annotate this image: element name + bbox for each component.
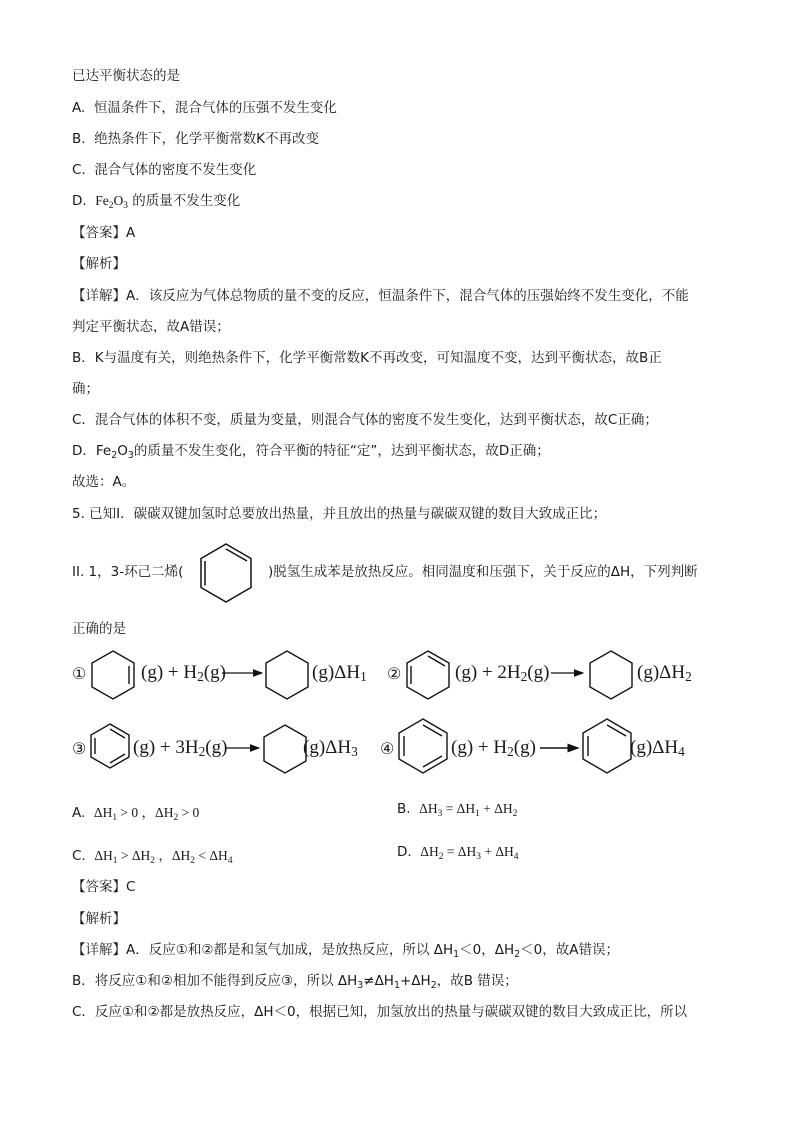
subscript: 3 (351, 744, 358, 759)
subscript: 1 (453, 949, 460, 960)
reaction-1-dh (312, 662, 367, 684)
subscript: 3 (127, 450, 134, 461)
formula-fe2o3 (95, 193, 128, 211)
text-part: ，ΔH (154, 848, 191, 863)
text-part: (g)ΔH (312, 662, 361, 683)
option-key: D. (397, 844, 412, 860)
text-part: ＜0，ΔH (459, 942, 515, 958)
q4-detail-line: 判定平衡状态，故A错误； (72, 319, 230, 335)
answer-value: A (126, 225, 136, 241)
q4-detail-line (72, 442, 550, 460)
q4-detail-line: 故选：A。 (72, 474, 136, 490)
text-part: + ΔH (480, 844, 514, 859)
option-key: A. (72, 805, 86, 821)
reaction-3-dh (303, 737, 358, 759)
cyclohexadiene-icon (403, 648, 453, 702)
reaction-4-number: ④ (380, 741, 395, 758)
q5-option-d (397, 844, 518, 860)
subscript: 2 (438, 852, 444, 862)
reaction-3-text-a (133, 737, 227, 759)
text-part: (g) (203, 662, 226, 683)
cyclohexane-icon (262, 648, 312, 702)
benzene-icon (88, 722, 132, 770)
q5-answer (72, 878, 135, 896)
q5-stem-line1: 5. 已知I．碳碳双键加氢时总要放出热量，并且放出的热量与碳碳双键的数目大致成正比； (72, 506, 607, 522)
option-formula (94, 848, 233, 866)
text-part: B．将反应①和②相加不能得到反应③，所以 ΔH (72, 973, 358, 989)
text-part: > 0 ，ΔH (117, 805, 174, 820)
subscript: 2 (108, 201, 114, 211)
subscript: 3 (476, 852, 481, 862)
option-formula (419, 801, 518, 819)
cyclohexadiene-icon (580, 717, 634, 775)
reaction-3-number: ③ (72, 741, 87, 758)
subscript: 3 (123, 201, 128, 211)
text-part: ≠ΔH (363, 973, 394, 989)
option-key: B. (72, 131, 86, 147)
text-part: < ΔH (195, 848, 228, 863)
text-part: (g)ΔH (630, 737, 679, 758)
subscript: 1 (112, 856, 118, 866)
formula-part: O (113, 193, 124, 208)
q4-stem-end: 已达平衡状态的是 (72, 68, 180, 84)
answer-label: 【答案】 (72, 225, 126, 241)
option-key: C. (72, 162, 86, 178)
q4-option-d (72, 192, 240, 210)
q5-detail-line (72, 941, 619, 959)
text-part: 的质量不发生变化，符合平衡的特征“定”，达到平衡状态，故D正确； (133, 443, 550, 459)
subscript: 2 (507, 744, 514, 759)
q5-analysis-label: 【解析】 (72, 911, 126, 927)
q5-option-b (397, 801, 517, 817)
option-formula (420, 844, 519, 862)
option-key: D. (72, 193, 87, 209)
reaction-arrow (222, 667, 264, 679)
q5-stem-line2b: )脱氢生成苯是放热反应。相同温度和压强下，关于反应的ΔH，下列判断 (268, 564, 698, 580)
text-part: > ΔH (117, 848, 151, 863)
reaction-2-text-a (455, 662, 549, 684)
formula-part: Fe (95, 193, 109, 208)
text-part: (g) + H (451, 737, 508, 758)
q5-detail-line: C．反应①和②都是放热反应，ΔH＜0，根据已知，加氢放出的热量与碳碳双键的数目大致成正比，所以 (72, 1004, 688, 1020)
subscript: 2 (150, 856, 155, 866)
option-key: C. (72, 848, 86, 864)
reaction-arrow (225, 742, 261, 754)
benzene-icon (396, 717, 450, 775)
text-part: ，故B 错误； (436, 973, 518, 989)
text-part: (g) + 3H (133, 737, 199, 758)
q5-option-c (72, 844, 233, 864)
text-part: ΔH (420, 844, 439, 859)
text-part: (g) + H (141, 662, 198, 683)
reaction-2-dh (637, 662, 692, 684)
subscript: 2 (685, 669, 692, 684)
subscript: 4 (227, 856, 233, 866)
text-part: = ΔH (443, 844, 477, 859)
text-part: +ΔH (399, 973, 431, 989)
q4-detail-line: 确； (72, 381, 99, 397)
q4-analysis-label: 【解析】 (72, 256, 126, 272)
text-part: = ΔH (442, 801, 476, 816)
text-part: ΔH (419, 801, 438, 816)
text-part: ΔH (94, 848, 113, 863)
cyclohexene-icon (88, 648, 138, 702)
option-formula (93, 805, 200, 823)
q4-option-c (72, 161, 256, 179)
subscript: 2 (197, 669, 204, 684)
reaction-2-number: ② (387, 666, 402, 683)
text-part: + ΔH (479, 801, 513, 816)
subscript: 2 (430, 980, 437, 991)
reaction-1-text-a (141, 662, 226, 684)
option-text: 混合气体的密度不发生变化 (94, 162, 257, 178)
subscript: 2 (173, 813, 179, 823)
subscript: 2 (520, 669, 528, 684)
answer-value: C (126, 879, 136, 895)
subscript: 1 (112, 813, 118, 823)
subscript: 1 (475, 809, 480, 819)
subscript: 3 (357, 980, 364, 991)
q4-detail-line: 【详解】A．该反应为气体总物质的量不变的反应，恒温条件下，混合气体的压强始终不发生变化，不能 (72, 288, 689, 304)
reaction-1-number: ① (72, 666, 87, 683)
option-key: B. (397, 801, 411, 817)
q4-answer (72, 224, 135, 242)
q4-option-a (72, 99, 337, 117)
text-part: ＜0，故A错误； (520, 942, 619, 958)
text-part: > 0 (178, 805, 200, 820)
reaction-arrow (540, 742, 580, 754)
subscript: 3 (437, 809, 443, 819)
subscript: 4 (678, 744, 685, 759)
answer-label: 【答案】 (72, 879, 126, 895)
text-part: ΔH (93, 805, 113, 820)
subscript: 2 (198, 744, 206, 759)
q5-stem-line3: 正确的是 (72, 621, 126, 637)
reaction-arrow (551, 667, 585, 679)
subscript: 1 (393, 980, 400, 991)
text-part: (g) (527, 662, 550, 683)
subscript: 1 (360, 669, 367, 684)
text-part: 【详解】A．反应①和②都是和氢气加成，是放热反应，所以 ΔH (72, 942, 454, 958)
text-part: O (117, 443, 128, 459)
subscript: 2 (190, 856, 196, 866)
subscript: 2 (111, 450, 118, 461)
q5-option-a (72, 801, 199, 821)
q4-detail-line: B．K与温度有关，则绝热条件下，化学平衡常数K不再改变，可知温度不变，达到平衡状态，故B正 (72, 350, 662, 366)
subscript: 4 (513, 852, 519, 862)
option-text: 绝热条件下，化学平衡常数K不再改变 (94, 131, 320, 147)
text-part: (g) + 2H (455, 662, 521, 683)
text-part: D．Fe (72, 443, 112, 459)
text-part: (g) (513, 737, 536, 758)
subscript: 2 (514, 949, 521, 960)
option-text: 恒温条件下，混合气体的压强不发生变化 (93, 100, 337, 116)
cyclohexadiene-structure (193, 540, 259, 606)
reaction-4-dh (630, 737, 685, 759)
reaction-4-text-a (451, 737, 536, 759)
option-key: A. (72, 100, 86, 116)
q5-stem-line2a: II. 1，3-环己二烯( (72, 564, 184, 580)
text-part: (g) (205, 737, 228, 758)
cyclohexane-icon (586, 648, 636, 702)
q4-option-b (72, 130, 319, 148)
q4-detail-line: C．混合气体的体积不变，质量为变量，则混合气体的密度不发生变化，达到平衡状态，故C正确； (72, 412, 658, 428)
text-part: (g)ΔH (303, 737, 352, 758)
text-part: (g)ΔH (637, 662, 686, 683)
subscript: 2 (512, 809, 518, 819)
q5-detail-line (72, 972, 518, 990)
option-text: 的质量不发生变化 (132, 193, 241, 209)
